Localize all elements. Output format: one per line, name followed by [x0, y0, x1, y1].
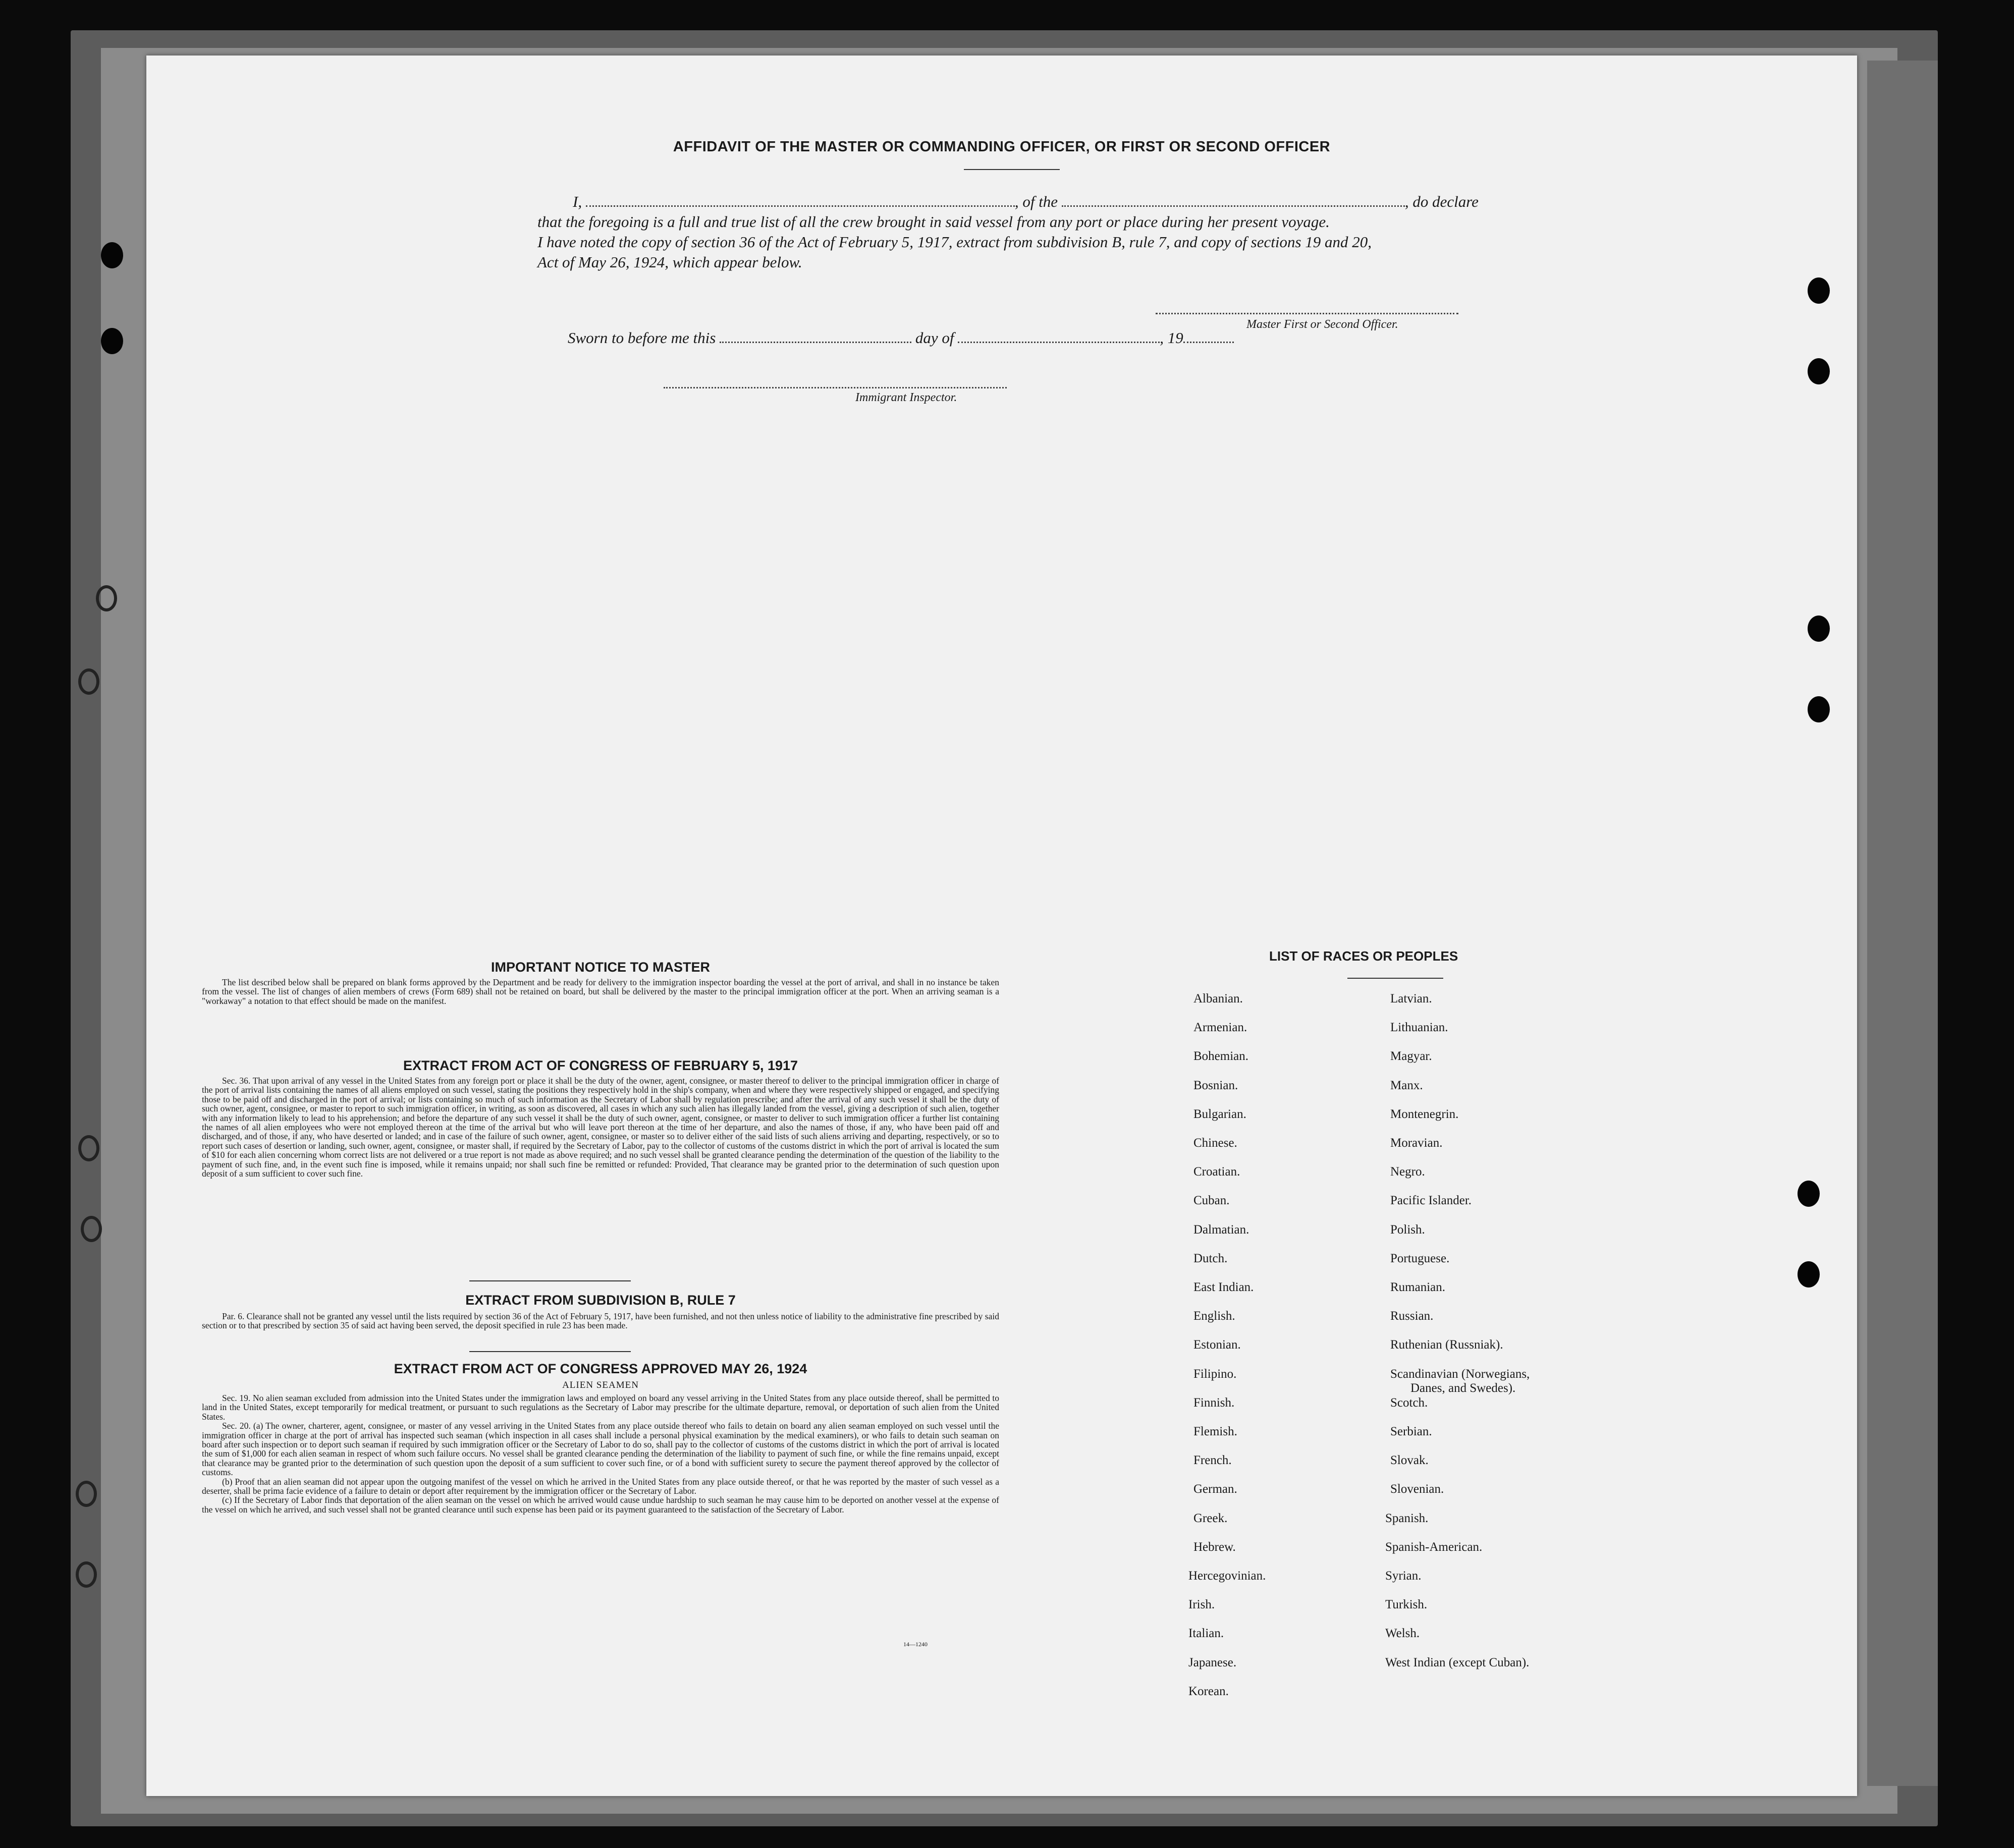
form-number: 14—1240 — [903, 1641, 928, 1648]
punch-hole — [1808, 696, 1830, 722]
master-name-field[interactable] — [586, 193, 1015, 207]
race-item: Magyar. — [1390, 1049, 1432, 1063]
punch-hole — [1798, 1261, 1820, 1287]
race-item: Turkish. — [1385, 1598, 1428, 1612]
race-item: Montenegrin. — [1390, 1107, 1459, 1121]
notice-title: IMPORTANT NOTICE TO MASTER — [491, 960, 710, 975]
binding-hole — [76, 1481, 97, 1507]
title-divider — [964, 169, 1060, 170]
race-item: Dutch. — [1193, 1251, 1228, 1265]
race-item: Cuban. — [1193, 1194, 1230, 1208]
binding-hole — [76, 1561, 97, 1588]
race-item: Scotch. — [1390, 1395, 1428, 1410]
master-signature-field[interactable] — [1156, 313, 1458, 314]
inspector-signature-label: Immigrant Inspector. — [855, 391, 957, 404]
sworn-day-field[interactable] — [720, 329, 911, 343]
extract-1917-text: Sec. 36. That upon arrival of any vessel in the United States from any foreign port or place it shall be the duty of the owner, agent, consignee, or master thereof to deliver to the principal immigration officer in charge of the port of arrival lists containing the names of all aliens employed on such vessel, stating the positions they respectively hold in the ship's company, when and where they were respectively shipped or engaged, and specifying those to be paid off and discharged in the port of arrival; or lists containing so much of such information as the Secretary of Labor shall by regulation prescribe; and after the arrival of any such vessel it shall be the duty of such owner, agent, consignee, or master to report to such immigration officer, in writing, as soon as discovered, all cases in which any such alien has illegally landed from the vessel, giving a description of such alien, together with any information likely to lead to his apprehension; and before the departure of any such vessel it shall be the duty of such owner, agent, consignee, or master to deliver to such immigration officer a further list containing the names of all alien employees who were not employed thereon at the time of the arrival but who will leave port thereon at the time of her departure, and also the names of those, if any, who have been paid off and discharged, and of those, if any, who have deserted or landed; and in case of the failure of such owner, agent, consignee, or master so to deliver either of the said lists of such aliens arriving and departing, respectively, or so to report such cases of desertion or landing, such owner, agent, consignee, or master shall, if required by the Secretary of Labor, pay to the collector of customs of the customs district in which the port of arrival is located the sum of $10 for each alien concerning whom correct lists are not delivered or a true report is not made as above required; and no such vessel shall be granted clearance pending the determination of the question of the liability to the payment of such fine, and, in the event such fine is imposed, while it remains unpaid; nor shall such fine be remitted or refunded: Provided, That clearance may be granted prior to the determination of such question upon deposit of a sum sufficient to cover such fine. — [202, 1076, 999, 1179]
binding-hole — [101, 328, 123, 354]
affidavit-text-line: Act of May 26, 1924, which appear below. — [537, 253, 802, 271]
master-signature-label: Master First or Second Officer. — [1246, 318, 1398, 331]
sworn-line: Sworn to before me this day of , 19 — [568, 328, 1234, 348]
subdivision-b-title: EXTRACT FROM SUBDIVISION B, RULE 7 — [465, 1293, 736, 1308]
sec-20b-text: (b) Proof that an alien seaman did not appear upon the outgoing manifest of the vessel on which he arrived in the United States from any place outside thereof, or that he was reported by the master of such vessel as a deserter, shall be prima facie evidence of a failure to detain or deport after requirement by the immigration officer or the Secretary of Labor. — [202, 1476, 999, 1496]
inspector-signature-field[interactable] — [664, 387, 1007, 388]
underlying-sheet-edge — [1867, 61, 1938, 1786]
race-item: Armenian. — [1193, 1021, 1247, 1035]
race-item: Japanese. — [1188, 1655, 1237, 1669]
race-item: Slovak. — [1390, 1453, 1429, 1468]
sec-20c-text: (c) If the Secretary of Labor finds that deportation of the alien seaman on the vessel on which he arrived would cause undue hardship to such seaman he may cause him to be deported on another vessel at the expense of the vessel on which he arrived, and such vessel shall not be granted clearance until such expense has been paid or its payment guaranteed to the satisfaction of the Secretary of Labor. — [202, 1495, 999, 1515]
race-item: English. — [1193, 1309, 1235, 1323]
race-item: Albanian. — [1193, 992, 1243, 1005]
race-item: Chinese. — [1193, 1136, 1237, 1150]
race-item: Flemish. — [1193, 1425, 1237, 1438]
punch-hole — [1808, 277, 1830, 304]
section-divider — [469, 1280, 631, 1281]
race-item: Manx. — [1390, 1078, 1423, 1092]
sworn-year-field[interactable] — [1183, 329, 1234, 343]
race-item: German. — [1193, 1482, 1237, 1496]
document-page — [146, 55, 1857, 1796]
race-item: Hebrew. — [1193, 1540, 1236, 1554]
extract-1917-title: EXTRACT FROM ACT OF CONGRESS OF FEBRUARY 5, 1917 — [403, 1058, 798, 1073]
extract-1924-title: EXTRACT FROM ACT OF CONGRESS APPROVED MAY 26, 1924 — [394, 1361, 807, 1376]
affidavit-text-line: that the foregoing is a full and true list of all the crew brought in said vessel from any port or place during her present voyage. — [537, 213, 1330, 231]
binding-hole — [81, 1216, 102, 1242]
extract-1924-body — [202, 1393, 999, 1514]
notice-text: The list described below shall be prepared on blank forms approved by the Department and be ready for delivery to the immigration inspector boarding the vessel at the port of arrival, and shall in no instance be taken from the vessel. The list of changes of alien members of crews (Form 689) shall not be retained on board, but shall be delivered by the master to the principal immigration officer at the port. When an arriving seaman is a "workaway" a notation to that effect should be made on the manifest. — [202, 977, 999, 1006]
race-item: Bosnian. — [1193, 1078, 1238, 1092]
race-item: Scandinavian (Norwegians, — [1390, 1367, 1530, 1381]
binding-hole — [96, 585, 117, 611]
race-item: Pacific Islander. — [1390, 1194, 1472, 1208]
race-item: Croatian. — [1193, 1165, 1240, 1179]
affidavit-declaration-line: I, , of the , do declare — [573, 193, 1479, 210]
race-item: Spanish. — [1385, 1511, 1429, 1525]
binding-hole — [101, 242, 123, 268]
race-item-continuation: Danes, and Swedes). — [1410, 1381, 1516, 1395]
race-item: Filipino. — [1193, 1367, 1237, 1381]
sec-20a-text: Sec. 20. (a) The owner, charterer, agent, consignee, or master of any vessel arriving in the United States from any place outside thereof who fails to detain on board any alien seaman employed on such vessel until the immigration officer in charge at the port of arrival has inspected such seaman (which inspection in all cases shall include a personal physical examination by the medical examiners), or who fails to detain such seaman on board after such inspection or to deport such seaman if required by such immigration officer or the Secretary of Labor to do so, shall pay to the collector of customs of the customs district in which the port of arrival is located the sum of $1,000 for each alien seaman in respect of whom such failure occurs. No vessel shall be granted clearance pending the determination of the liability to payment of such fine, or while the fine remains unpaid, except that clearance may be granted prior to the determination of such question upon the deposit of a sum sufficient to cover such fine, or of a bond with sufficient surety to secure the payment thereof approved by the collector of customs. — [202, 1421, 999, 1478]
race-item: Greek. — [1193, 1511, 1228, 1525]
section-divider — [469, 1351, 631, 1352]
race-item: Finnish. — [1193, 1395, 1235, 1410]
race-item: Spanish-American. — [1385, 1540, 1483, 1554]
alien-seamen-subtitle: ALIEN SEAMEN — [562, 1380, 639, 1390]
race-item: Slovenian. — [1390, 1482, 1444, 1496]
binding-hole — [78, 668, 99, 695]
race-item: Irish. — [1188, 1598, 1215, 1612]
race-item: Hercegovinian. — [1188, 1569, 1266, 1583]
race-item: Welsh. — [1385, 1627, 1420, 1641]
races-title: LIST OF RACES OR PEOPLES — [1269, 948, 1458, 964]
race-item: Ruthenian (Russniak). — [1390, 1338, 1503, 1352]
race-item: Estonian. — [1193, 1338, 1241, 1352]
punch-hole — [1808, 358, 1830, 384]
race-item: French. — [1193, 1453, 1232, 1468]
races-divider — [1347, 978, 1443, 979]
race-item: Negro. — [1390, 1165, 1425, 1179]
race-item: Rumanian. — [1390, 1280, 1446, 1294]
race-item: Polish. — [1390, 1222, 1425, 1237]
sec-19-text: Sec. 19. No alien seaman excluded from admission into the United States under the immigration laws and employed on board any vessel arriving in the United States from any place outside thereof, shall be permitted to land in the United States, except temporarily for medical treatment, or pursuant to such regulations as the Secretary of Labor may prescribe for the ultimate departure, removal, or deportation of such alien from the United States. — [202, 1393, 999, 1422]
binding-hole — [78, 1135, 99, 1161]
race-item: Russian. — [1390, 1309, 1434, 1323]
race-item: Lithuanian. — [1390, 1021, 1448, 1035]
punch-hole — [1798, 1181, 1820, 1207]
race-item: West Indian (except Cuban). — [1385, 1655, 1530, 1669]
race-item: East Indian. — [1193, 1280, 1254, 1294]
race-item: Moravian. — [1390, 1136, 1443, 1150]
subdivision-b-text: Par. 6. Clearance shall not be granted any vessel until the lists required by section 36 of the Act of February 5, 1917, have been furnished, and not then unless notice of liability to the administrative fine prescribed by said section or to that prescribed by section 35 of said act having been served, the deposit specified in rule 23 has been made. — [202, 1311, 999, 1331]
race-item: Italian. — [1188, 1627, 1224, 1641]
race-item: Latvian. — [1390, 992, 1432, 1005]
race-item: Bulgarian. — [1193, 1107, 1246, 1121]
race-item: Korean. — [1188, 1684, 1229, 1698]
race-item: Syrian. — [1385, 1569, 1422, 1583]
affidavit-title: AFFIDAVIT OF THE MASTER OR COMMANDING OFFICER, OR FIRST OR SECOND OFFICER — [673, 139, 1331, 155]
race-item: Portuguese. — [1390, 1251, 1450, 1265]
punch-hole — [1808, 615, 1830, 642]
race-item: Dalmatian. — [1193, 1222, 1249, 1237]
race-item: Serbian. — [1390, 1425, 1432, 1438]
sworn-month-field[interactable] — [958, 329, 1160, 343]
affidavit-text-line: I have noted the copy of section 36 of the Act of February 5, 1917, extract from subdivision B, rule 7, and copy of sections 19 and 20, — [537, 233, 1372, 251]
vessel-name-field[interactable] — [1062, 193, 1405, 207]
race-item: Bohemian. — [1193, 1049, 1249, 1063]
